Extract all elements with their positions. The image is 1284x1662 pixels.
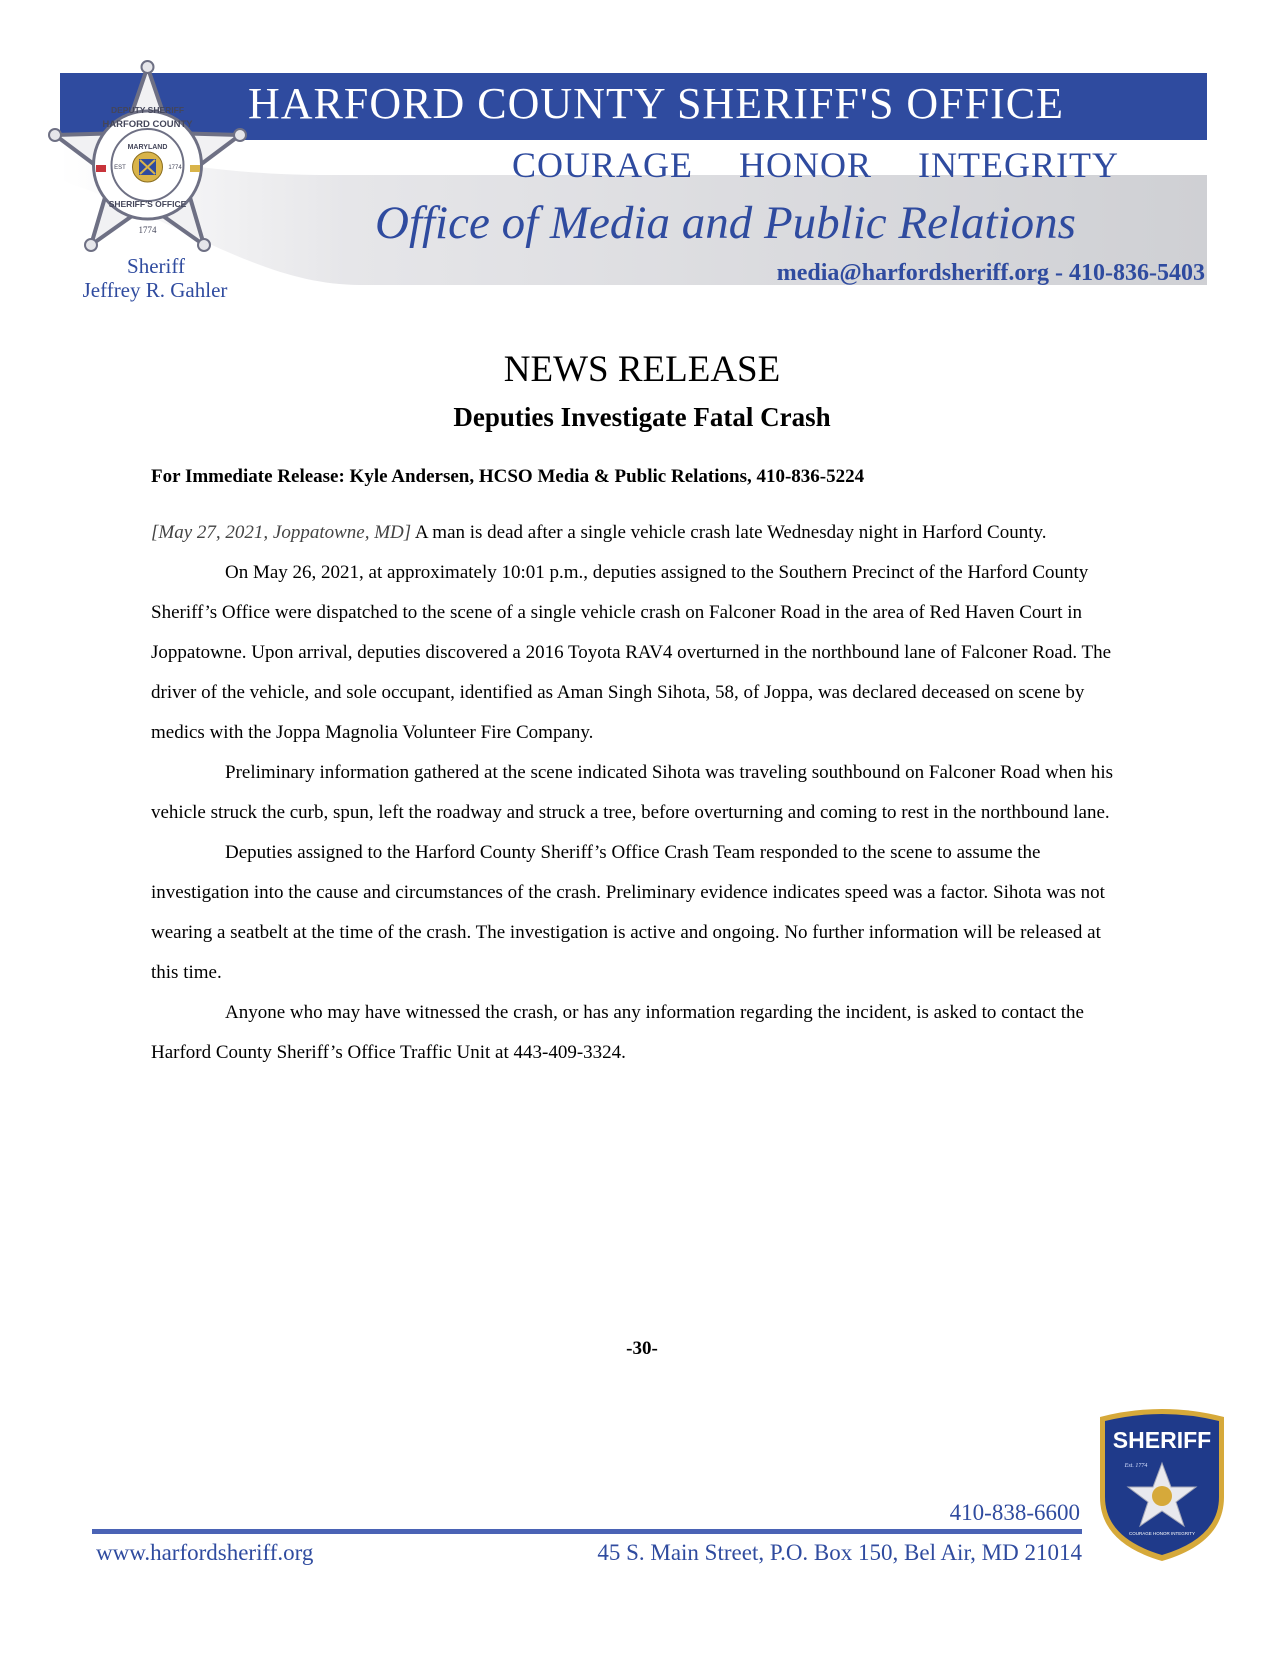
badge-est-text: EST <box>114 165 126 171</box>
sheriff-title: Sheriff <box>127 254 185 278</box>
org-name: HARFORD COUNTY SHERIFF'S OFFICE <box>248 79 1065 128</box>
footer-divider <box>92 1529 1082 1534</box>
deputy-star-badge-icon <box>40 55 255 270</box>
media-contact: media@harfordsheriff.org - 410-836-5403 <box>776 260 1205 286</box>
end-mark: -30- <box>626 1338 658 1359</box>
badge-bottom-text: SHERIFF'S OFFICE <box>108 199 187 209</box>
shield-title: SHERIFF <box>1112 1427 1212 1453</box>
shield-est: Est. 1774 <box>1124 1463 1148 1469</box>
dateline: [May 27, 2021, Joppatowne, MD] <box>151 522 412 543</box>
footer-phone: 410-838-6600 <box>949 1500 1080 1525</box>
badge-state-text: MARYLAND <box>127 144 168 151</box>
shield-motto: COURAGE HONOR INTEGRITY <box>1128 1531 1196 1536</box>
badge-county-text: HARFORD COUNTY <box>102 119 193 130</box>
motto-integrity: INTEGRITY <box>918 145 1119 185</box>
body-paragraph: On May 26, 2021, at approximately 10:01 p.m., deputies assigned to the Southern Precinct of the Harford County Sheriff’s Office were dispatched to the scene of a single vehicle crash on Falconer Road in the area of Red Haven Court in Joppatowne. Upon arrival, deputies discovered a 2016 Toyota RAV4 overturned in the northbound lane of Falconer Road. The driver of the vehicle, and sole occupant, identified as Aman Singh Sihota, 58, of Joppa, was declared deceased on scene by medics with the Joppa Magnolia Volunteer Fire Company. <box>151 562 1112 743</box>
motto-honor: HONOR <box>739 145 873 185</box>
footer-address: 45 S. Main Street, P.O. Box 150, Bel Air, MD 21014 <box>597 1540 1082 1565</box>
release-title: Deputies Investigate Fatal Crash <box>453 402 831 432</box>
sheriff-name: Jeffrey R. Gahler <box>82 278 228 302</box>
body-paragraph: Deputies assigned to the Harford County Sheriff’s Office Crash Team responded to the scene to assume the investigation into the cause and circumstances of the crash. Preliminary evidence indicates speed was a factor. Sihota was not wearing a seatbelt at the time of the crash. The investigation is active and ongoing. No further information will be released at this time. <box>151 842 1105 983</box>
motto <box>512 144 1192 186</box>
office-title: Office of Media and Public Relations <box>375 197 1076 249</box>
badge-year-text: 1774 <box>168 165 182 171</box>
lead-text: A man is dead after a single vehicle crash late Wednesday night in Harford County. <box>411 522 1047 543</box>
motto-courage: COURAGE <box>512 145 694 185</box>
lead-paragraph <box>151 513 1126 553</box>
badge-top-text: DEPUTY SHERIFF <box>110 105 185 115</box>
footer-website-link[interactable]: www.harfordsheriff.org <box>96 1540 314 1565</box>
body-paragraph: Anyone who may have witnessed the crash, or has any information regarding the incident, is asked to contact the Harford County Sheriff’s Office Traffic Unit at 443-409-3324. <box>151 1002 1084 1063</box>
release-body <box>151 513 1126 1073</box>
body-paragraph: Preliminary information gathered at the scene indicated Sihota was traveling southbound on Falconer Road when his vehicle struck the curb, spun, left the roadway and struck a tree, before overturning and coming to rest in the northbound lane. <box>151 762 1114 823</box>
news-release-heading: NEWS RELEASE <box>503 349 781 390</box>
immediate-release-line: For Immediate Release: Kyle Andersen, HCSO Media & Public Relations, 410-836-5224 <box>151 466 865 487</box>
sheriff-shield-icon <box>1092 1405 1232 1565</box>
badge-bottom-year: 1774 <box>138 225 157 235</box>
